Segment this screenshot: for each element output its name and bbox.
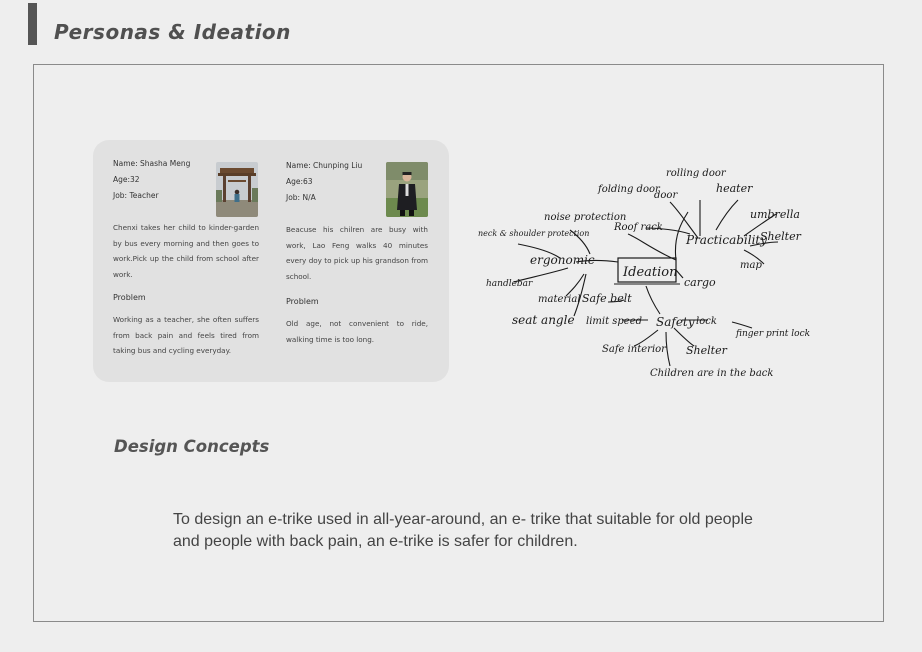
persona-name: Name: Chunping Liu — [286, 161, 363, 170]
persona-age: Age:63 — [286, 177, 313, 186]
problem-heading: Problem — [286, 297, 319, 306]
page-title: Personas & Ideation — [54, 20, 291, 44]
mindmap-cargo: cargo — [684, 276, 716, 289]
persona-job: Job: Teacher — [113, 191, 159, 200]
persona-job: Job: N/A — [286, 193, 316, 202]
persona-description: Beacuse his chilren are busy with work, Lao Feng walks 40 minutes every doy to pick up his grandson from school. — [286, 225, 428, 281]
mindmap-shelter-top: Shelter — [760, 230, 801, 243]
persona-photo — [216, 162, 258, 217]
mindmap-neck-shoulder: neck & shoulder protection — [478, 229, 590, 238]
persona-meta — [286, 158, 362, 206]
mindmap-material: material — [538, 294, 581, 305]
mindmap-roof-rack: Roof rack — [614, 222, 663, 233]
mindmap-lock: lock — [696, 316, 717, 327]
mindmap-practicability: Practicability — [686, 233, 768, 247]
mindmap-noise-protection: noise protection — [544, 212, 627, 223]
mindmap-seat-angle: seat angle — [512, 313, 575, 327]
persona-description: Chenxi takes her child to kinder-garden by bus every morning and then goes to work.Pick up the child from school after work. — [113, 223, 259, 279]
persona-photo — [386, 162, 428, 217]
persona-name: Name: Shasha Meng — [113, 159, 191, 168]
mindmap-ergonomic: ergonomic — [530, 253, 595, 267]
mindmap-limit-speed: limit speed — [586, 316, 643, 327]
mindmap-safe-interior: Safe interior — [602, 344, 666, 355]
mindmap-safety: Safety — [656, 315, 695, 329]
mindmap-finger-print-lock: finger print lock — [736, 329, 811, 339]
mindmap-shelter-bottom: Shelter — [686, 344, 727, 357]
mindmap-safe-belt: Safe belt — [582, 292, 632, 305]
title-accent-bar — [28, 3, 37, 45]
persona-meta — [113, 156, 190, 204]
mindmap-map: map — [740, 260, 762, 271]
mindmap-handlebar: handlebar — [486, 279, 533, 289]
problem-text: Working as a teacher, she often suffers from back pain and feels tired from taking bus and cycling everyday. — [113, 315, 259, 355]
mindmap-center: Ideation — [623, 265, 678, 280]
design-concepts-text: To design an e-trike used in all-year-around, an e- trike that suitable for old people and people with back pain, an e-trike is safer for children. — [173, 511, 753, 550]
ideation-mindmap — [478, 150, 818, 400]
problem-text: Old age, not convenient to ride, walking time is too long. — [286, 319, 428, 344]
mindmap-children-back: Children are in the back — [650, 368, 774, 379]
mindmap-door: door — [654, 190, 678, 201]
mindmap-umbrella: umbrella — [750, 208, 800, 221]
problem-heading: Problem — [113, 293, 146, 302]
persona-card — [93, 140, 449, 382]
persona-age: Age:32 — [113, 175, 140, 184]
mindmap-folding-door: folding door — [598, 184, 660, 195]
mindmap-heater: heater — [716, 182, 753, 195]
design-concepts-title: Design Concepts — [114, 437, 270, 456]
mindmap-rolling-door: rolling door — [666, 168, 726, 179]
